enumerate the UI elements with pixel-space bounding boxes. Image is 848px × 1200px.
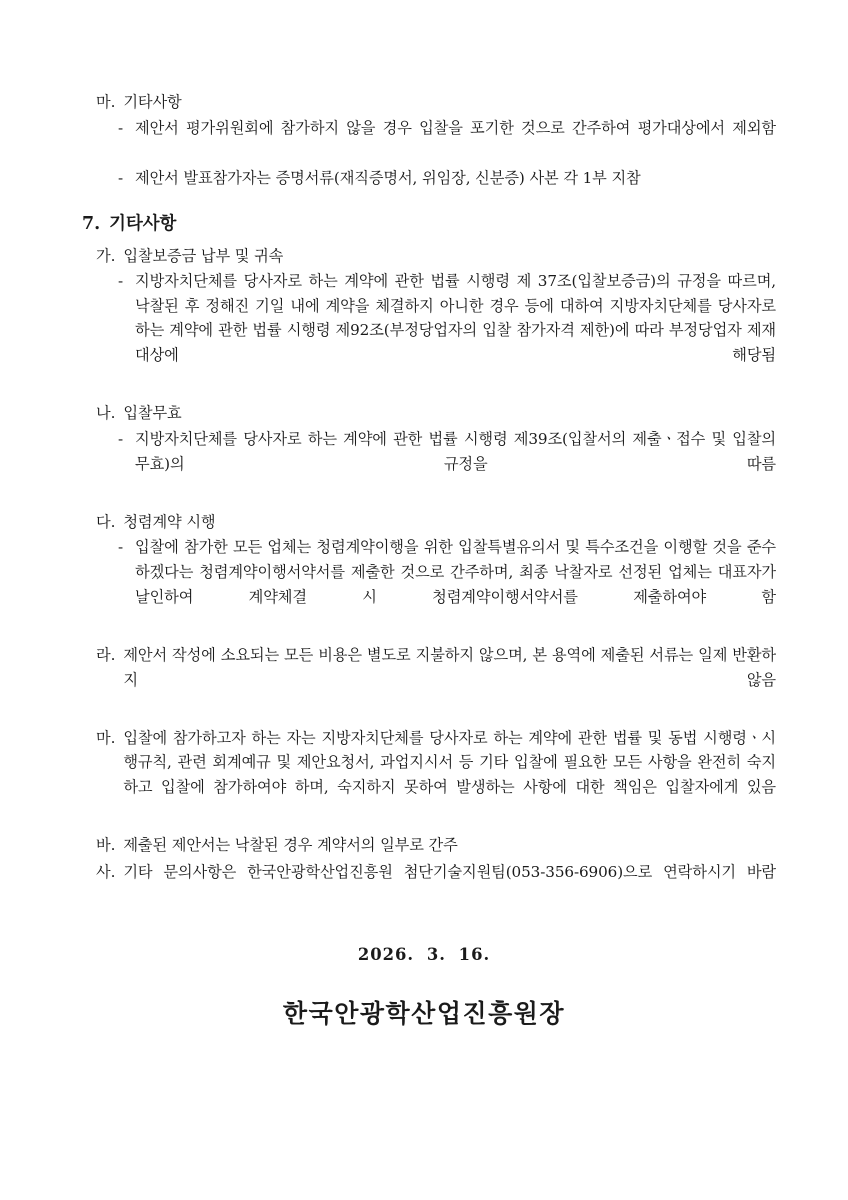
- item-ordinal: 바.: [96, 836, 116, 855]
- spacer: [72, 501, 776, 508]
- item-ordinal: 마.: [96, 728, 116, 747]
- item-ba: [96, 833, 776, 858]
- dash-marker: -: [118, 168, 124, 187]
- item-ordinal: 라.: [96, 645, 116, 664]
- item-na-dash-1: [118, 427, 776, 501]
- section-title: 기타사항: [109, 213, 177, 234]
- item-da-dash-1: [118, 535, 776, 634]
- top-block-title: 기타사항: [123, 93, 182, 111]
- item-title: 입찰보증금 납부 및 귀속: [123, 246, 284, 265]
- top-block-dash-text: 제안서 발표참가자는 증명서류(재직증명서, 위임장, 신분증) 사본 각 1부 지참: [135, 168, 641, 187]
- item-dash-text: 입찰에 참가한 모든 업체는 청렴계약이행을 위한 입찰특별유의서 및 특수조건을 이행할 것을 준수하겠다는 청렴계약이행서약서를 제출한 것으로 간주하며, 최종 낙찰자로 선정된 업체는 대표자가 날인하여 계약체결 시 청렴계약이행서약서를 제출하여야 함: [135, 538, 776, 606]
- item-text: 제안서 작성에 소요되는 모든 비용은 별도로 지불하지 않으며, 본 용역에 제출된 서류는 일제 반환하지 않음: [123, 645, 776, 689]
- item-ga-dash-1: [118, 269, 776, 392]
- dash-marker: -: [118, 429, 124, 448]
- item-ordinal: 가.: [96, 246, 116, 265]
- spacer: [72, 634, 776, 641]
- section-heading: [82, 209, 776, 234]
- item-dash-text: 지방자치단체를 당사자로 하는 계약에 관한 법률 시행령 제39조(입찰서의 제출ㆍ접수 및 입찰의 무효)의 규정을 따름: [135, 429, 776, 473]
- closing-organization: 한국안광학산업진흥원장: [282, 999, 566, 1029]
- closing-date: 2026. 3. 16.: [357, 945, 491, 965]
- item-title: 청렴계약 시행: [123, 512, 216, 531]
- top-block-dash-text: 제안서 평가위원회에 참가하지 않을 경우 입찰을 포기한 것으로 간주하여 평가대상에서 제외함: [135, 118, 776, 137]
- item-text: 제출된 제안서는 낙찰된 경우 계약서의 일부로 간주: [123, 836, 458, 855]
- item-ma: [96, 726, 776, 825]
- item-ordinal: 사.: [96, 862, 116, 881]
- item-ra: [96, 643, 776, 717]
- item-na-heading: [96, 401, 776, 426]
- item-da-heading: [96, 510, 776, 535]
- spacer: [72, 717, 776, 724]
- dash-marker: -: [118, 538, 124, 557]
- dash-marker: -: [118, 118, 124, 137]
- item-ordinal: 다.: [96, 512, 116, 531]
- item-ga-heading: [96, 244, 776, 269]
- item-sa: [96, 860, 776, 909]
- top-block-ordinal: 마.: [96, 93, 116, 111]
- top-block-heading: [96, 90, 776, 115]
- section-number: 7.: [82, 213, 101, 234]
- spacer: [72, 824, 776, 831]
- spacer: [72, 392, 776, 399]
- item-dash-text: 지방자치단체를 당사자로 하는 계약에 관한 법률 시행령 제 37조(입찰보증금)의 규정을 따르며, 낙찰된 후 정해진 기일 내에 계약을 체결하지 아니한 경우 등에 대하여 지방자치단체를 당사자로 하는 계약에 관한 법률 시행령 제92조(부정당업자의 입찰 참가자격 제한)에 따라 부정당업자 제재대상에 해당됨: [135, 272, 776, 364]
- item-text: 기타 문의사항은 한국안광학산업진흥원 첨단기술지원팀(053-356-6906)으로 연락하시기 바람: [123, 862, 776, 881]
- dash-marker: -: [118, 272, 124, 291]
- item-ordinal: 나.: [96, 404, 116, 423]
- top-block-dash-1: [118, 116, 776, 165]
- item-text: 입찰에 참가하고자 하는 자는 지방자치단체를 당사자로 하는 계약에 관한 법률 및 동법 시행령ㆍ시행규칙, 관련 회계예규 및 제안요청서, 과업지시서 등 기타 입찰에 필요한 모든 사항을 완전히 숙지하고 입찰에 참가하여야 하며, 숙지하지 못하여 발생하는 사항에 대한 책임은 입찰자에게 있음: [123, 728, 776, 796]
- top-block-dash-2: [118, 166, 776, 191]
- item-title: 입찰무효: [123, 404, 182, 423]
